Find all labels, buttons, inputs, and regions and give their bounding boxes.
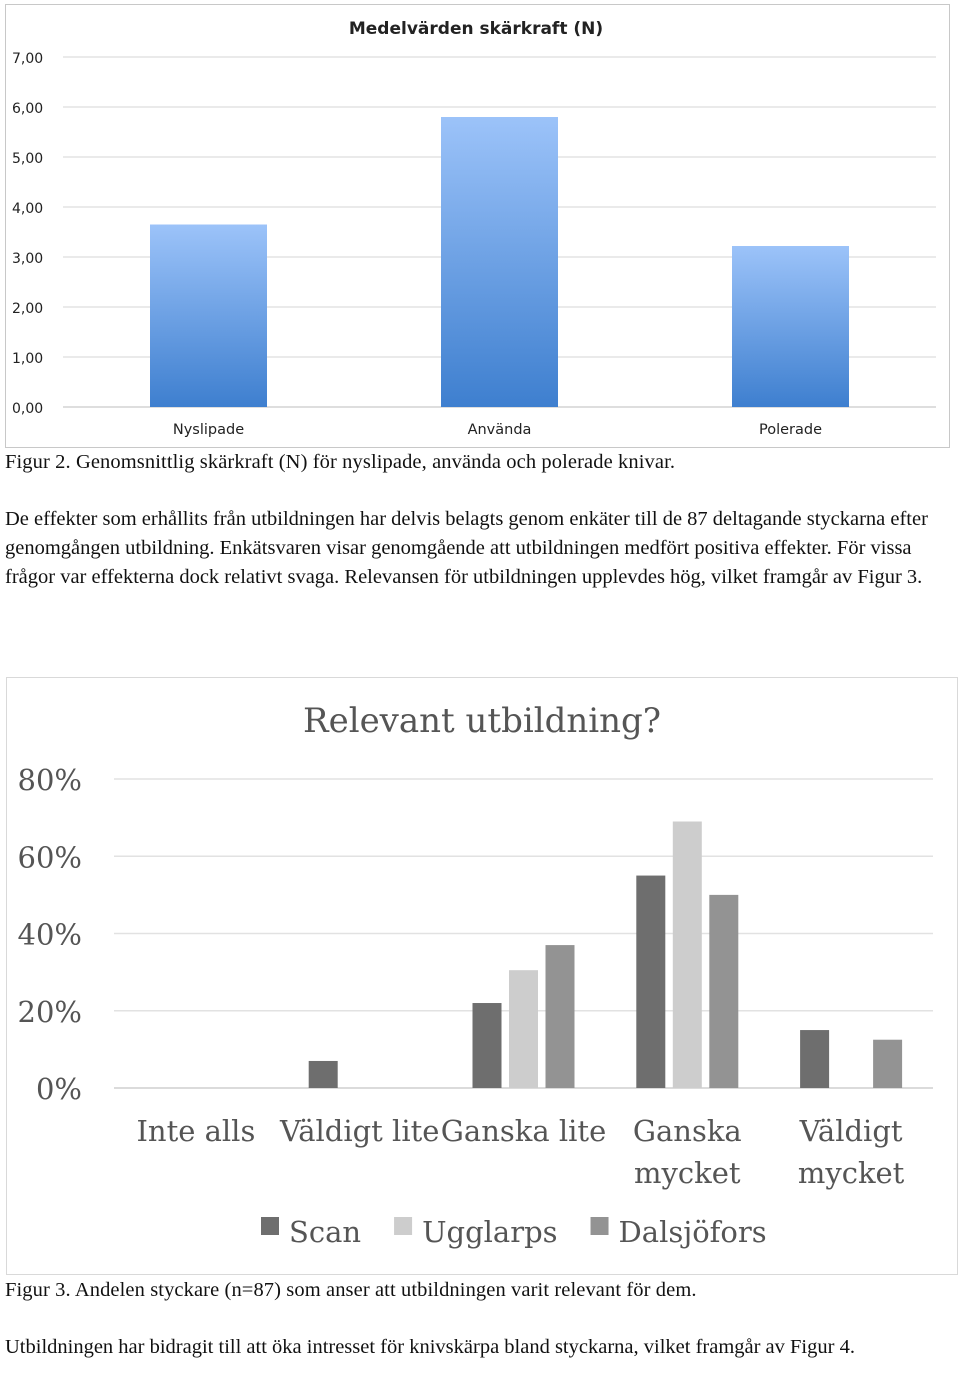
chart1-category-label: Använda [467,422,532,438]
chart1-ytick-label: 2,00 [12,301,44,317]
chart1-category-label: Nyslipade [172,422,245,438]
chart2-ytick-label: 20% [17,994,82,1029]
chart1-bar [732,246,849,407]
figure-2-chart [5,4,950,448]
chart2-bar-scan [800,1030,829,1088]
chart1-ytick-label: 7,00 [12,51,44,67]
figure-2-svg [6,5,949,447]
chart2-category-label: Väldigt mycket [797,1114,905,1190]
chart2-bar-ugglarps [673,821,702,1088]
chart2-legend-swatch [261,1217,279,1235]
chart1-ytick-label: 0,00 [12,401,44,417]
chart1-ytick-label: 1,00 [12,351,44,367]
chart2-ytick-label: 80% [17,763,82,797]
chart2-bar-scan [309,1061,338,1088]
chart2-bar-dalsjöfors [873,1040,902,1088]
chart1-ytick-label: 6,00 [12,101,44,117]
chart2-ytick-label: 60% [17,840,82,875]
chart2-category-label: Väldigt lite [279,1114,440,1148]
chart2-title: Relevant utbildning? [302,701,662,741]
chart1-bar [441,117,558,407]
chart1-ytick-label: 5,00 [12,151,44,167]
chart2-ytick-label: 0% [35,1072,82,1106]
chart2-bar-scan [636,876,665,1088]
chart2-category-label: Ganska mycket [632,1114,742,1190]
chart1-title: Medelvärden skärkraft (N) [348,19,604,39]
chart1-bar [150,225,267,408]
paragraph-2: Utbildningen har bidragit till att öka intresset för knivskärpa bland styckarna, vilket framgår av Figur 4. [5,1336,855,1358]
chart2-bar-scan [473,1003,502,1088]
chart2-legend-swatch [591,1217,609,1235]
chart2-bar-ugglarps [509,970,538,1088]
chart2-category-label: Ganska lite [440,1114,607,1148]
chart2-bar-dalsjöfors [546,945,575,1088]
chart2-bar-dalsjöfors [709,895,738,1088]
figure-3-svg [7,678,957,1274]
chart1-category-label: Polerade [758,422,823,438]
chart2-legend-label: Ugglarps [422,1215,558,1249]
chart2-legend-label: Dalsjöfors [618,1215,767,1249]
figure-3-caption: Figur 3. Andelen styckare (n=87) som anser att utbildningen varit relevant för dem. [5,1279,697,1301]
figure-3-chart [6,677,958,1275]
figure-2-caption: Figur 2. Genomsnittlig skärkraft (N) för nyslipade, använda och polerade knivar. [5,451,676,473]
chart2-legend-label: Scan [289,1215,362,1249]
chart2-category-label: Inte alls [136,1114,256,1148]
chart1-ytick-label: 3,00 [12,251,44,267]
chart2-ytick-label: 40% [17,917,82,952]
paragraph-1: De effekter som erhållits från utbildningen har delvis belagts genom enkäter till de 87 deltagande styckarna efter genomgången utbildning. Enkätsvaren visar genomgående att utbildningen medfört positiva effekter. För vissa frågor var effekterna dock relativt svaga. Relevansen för utbildningen upplevdes hög, vilket framgår av Figur 3. [5,508,928,588]
chart1-ytick-label: 4,00 [12,201,44,217]
chart2-legend-swatch [394,1217,412,1235]
